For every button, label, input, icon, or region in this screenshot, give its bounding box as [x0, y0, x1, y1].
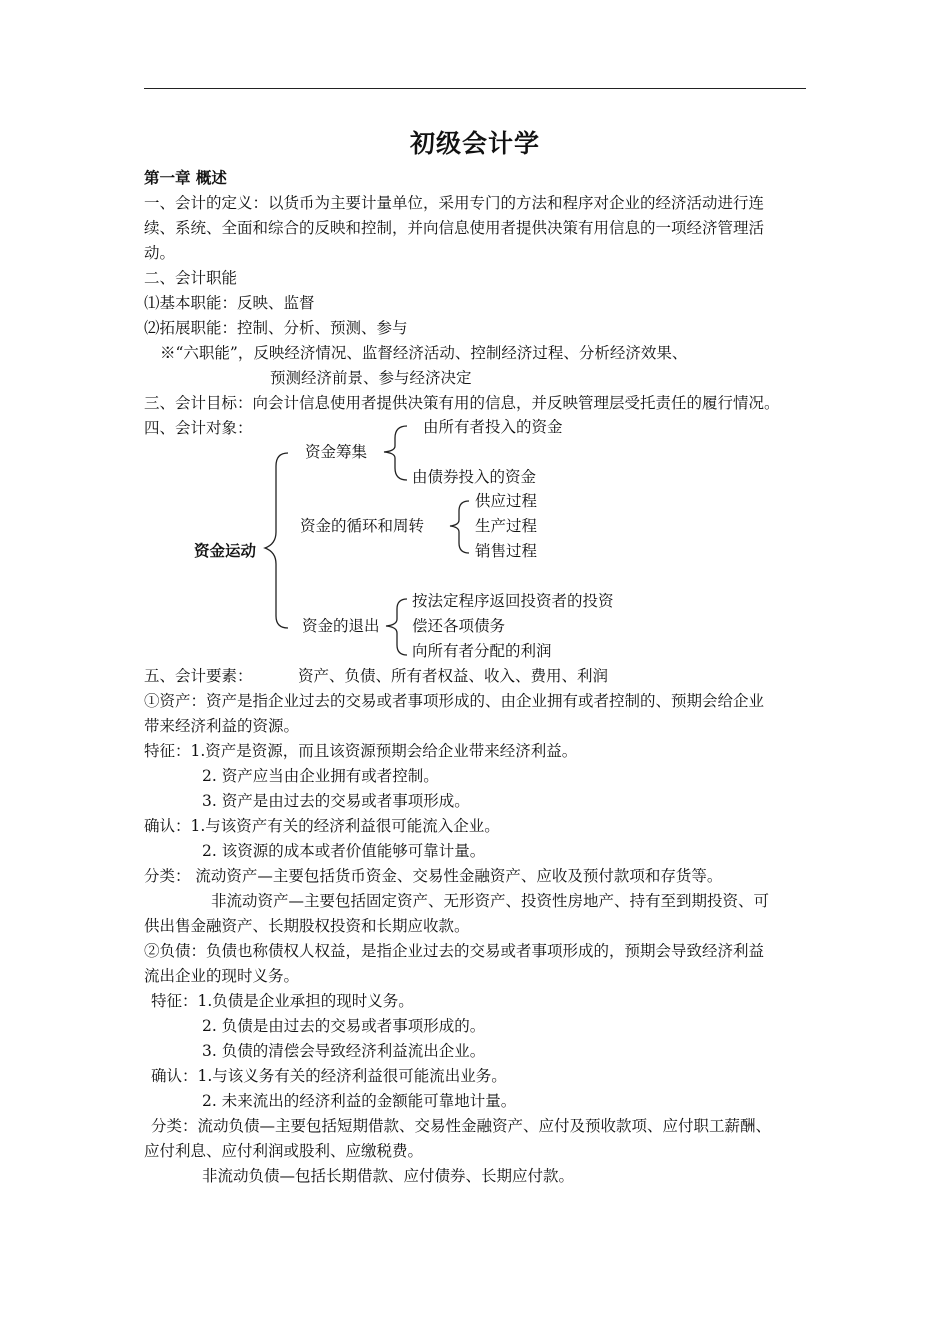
diagram-cycle-item: 生产过程: [475, 517, 538, 535]
six-functions-line-1: ※“六职能”，反映经济情况、监督经济活动、控制经济过程、分析经济效果、: [160, 344, 688, 362]
diagram-raise-item: 由所有者投入的资金: [423, 418, 563, 436]
asset-classification-3: 供出售金融资产、长期股权投资和长期应收款。: [144, 917, 470, 935]
asset-definition-line-2: 带来经济利益的资源。: [144, 717, 300, 735]
object-heading: 四、会计对象：: [144, 419, 253, 437]
definition-line-1: 一、会计的定义：以货币为主要计量单位，采用专门的方法和程序对企业的经济活动进行连: [144, 194, 765, 212]
diagram-exit-item: 向所有者分配的利润: [412, 642, 552, 660]
liability-recognition-1: 确认：1.与该义务有关的经济利益很可能流出业务。: [151, 1067, 507, 1085]
asset-definition-line-1: ①资产：资产是指企业过去的交易或者事项形成的、由企业拥有或者控制的、预期会给企业: [144, 692, 765, 710]
header-rule: [144, 88, 806, 89]
liability-classification-2: 应付利息、应付利润或股利、应缴税费。: [144, 1142, 424, 1160]
asset-classification-1: 分类： 流动资产—主要包括货币资金、交易性金融资产、应收及预付款项和存货等。: [144, 867, 723, 885]
raise-brace: [384, 426, 407, 480]
liability-definition-line-2: 流出企业的现时义务。: [144, 967, 300, 985]
diagram-cycle-item: 销售过程: [475, 542, 538, 560]
diagram-raise-label: 资金筹集: [305, 443, 368, 461]
liability-recognition-2: 2. 未来流出的经济利益的金额能可靠地计量。: [202, 1092, 517, 1110]
chapter-heading: 第一章 概述: [144, 168, 227, 187]
elements-list: 资产、负债、所有者权益、收入、费用、利润: [298, 667, 609, 685]
cycle-brace: [450, 501, 469, 553]
diagram-raise-item: 由债券投入的资金: [412, 468, 537, 486]
asset-feature-3: 3. 资产是由过去的交易或者事项形成。: [202, 792, 470, 810]
diagram-cycle-label: 资金的循环和周转: [300, 517, 425, 535]
definition-line-2: 续、系统、全面和综合的反映和控制，并向信息使用者提供决策有用信息的一项经济管理活: [144, 219, 765, 237]
document-title: 初级会计学: [409, 129, 540, 158]
definition-line-3: 动。: [144, 244, 176, 262]
extended-functions: ⑵拓展职能：控制、分析、预测、参与: [144, 319, 408, 337]
liability-definition-line-1: ②负债：负债也称债权人权益，是指企业过去的交易或者事项形成的，预期会导致经济利益: [144, 942, 765, 960]
functions-heading: 二、会计职能: [144, 269, 238, 287]
diagram-root-label: 资金运动: [194, 541, 257, 560]
elements-heading: 五、会计要素：: [144, 667, 253, 685]
diagram-exit-item: 偿还各项债务: [412, 617, 506, 635]
asset-classification-2: 非流动资产—主要包括固定资产、无形资产、投资性房地产、持有至到期投资、可: [211, 892, 770, 910]
liability-classification-1: 分类：流动负债—主要包括短期借款、交易性金融资产、应付及预收款项、应付职工薪酬、: [151, 1117, 772, 1135]
asset-recognition-2: 2. 该资源的成本或者价值能够可靠计量。: [202, 842, 486, 860]
liability-classification-3: 非流动负债—包括长期借款、应付债券、长期应付款。: [202, 1167, 575, 1185]
basic-functions: ⑴基本职能：反映、监督: [144, 294, 315, 312]
liability-feature-3: 3. 负债的清偿会导致经济利益流出企业。: [202, 1042, 486, 1060]
asset-recognition-1: 确认：1.与该资产有关的经济利益很可能流入企业。: [144, 817, 500, 835]
liability-feature-2: 2. 负债是由过去的交易或者事项形成的。: [202, 1017, 486, 1035]
asset-feature-1: 特征：1.资产是资源，而且该资源预期会给企业带来经济利益。: [144, 742, 578, 760]
objective-line: 三、会计目标：向会计信息使用者提供决策有用的信息，并反映管理层受托责任的履行情况。: [144, 394, 780, 412]
diagram-exit-label: 资金的退出: [302, 617, 380, 635]
diagram-exit-item: 按法定程序返回投资者的投资: [412, 592, 614, 610]
six-functions-line-2: 预测经济前景、参与经济决定: [270, 369, 472, 387]
asset-feature-2: 2. 资产应当由企业拥有或者控制。: [202, 767, 439, 785]
root-brace: [265, 453, 288, 628]
diagram-cycle-item: 供应过程: [475, 492, 538, 510]
exit-brace: [386, 599, 407, 655]
liability-feature-1: 特征：1.负债是企业承担的现时义务。: [151, 992, 414, 1010]
